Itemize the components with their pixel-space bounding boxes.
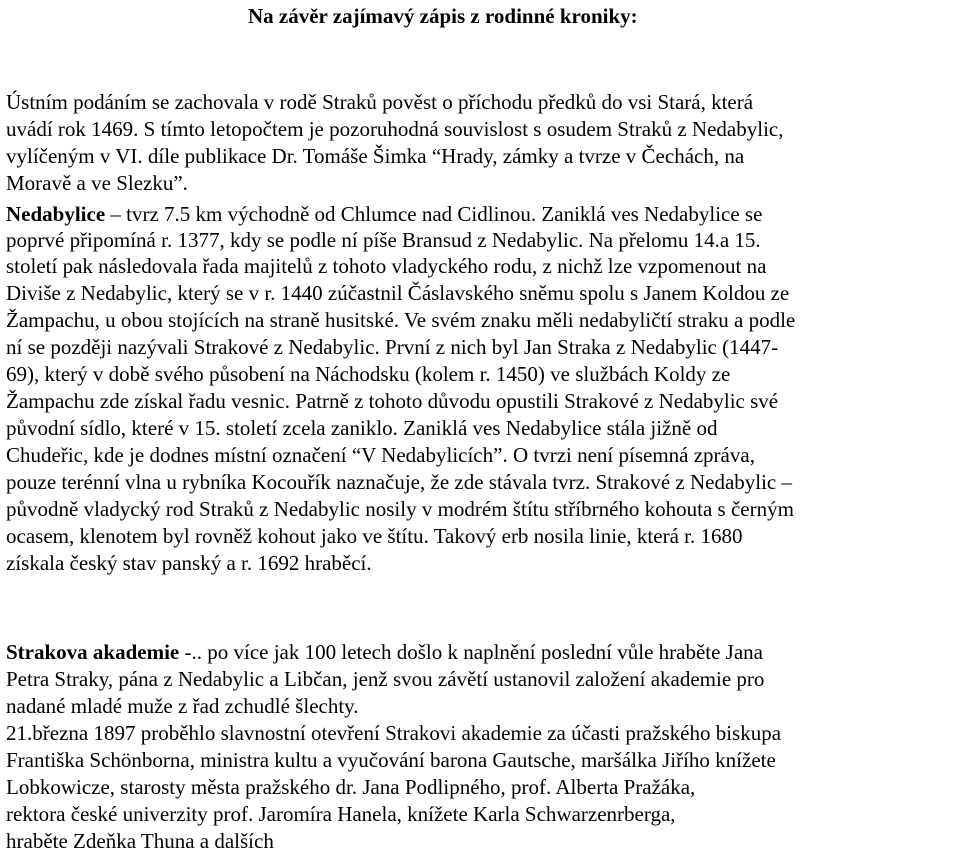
paragraph2-line-11: pouze terénní vlna u rybníka Kocouřík naznačuje, že zde stávala tvrz. Strakové z Nedabylic – [6,470,793,494]
paragraph3-line-8: hraběte Zdeňka Thuna a dalších [6,829,274,853]
paragraph3-line-3: nadané mladé muže z řad zchudlé šlechty. [6,694,359,718]
paragraph3-lead-heading: Strakova akademie [6,640,180,664]
paragraph1-line-2: uvádí rok 1469. S tímto letopočtem je pozoruhodná souvislost s osudem Straků z Nedabylic, [6,117,784,141]
paragraph2-line-2: poprvé připomíná r. 1377, kdy se podle ní píše Bransud z Nedabylic. Na přelomu 14.a 15. [6,228,761,252]
paragraph2-line-8: Žampachu zde získal řadu vesnic. Patrně z tohoto důvodu opustili Strakové z Nedabylic své [6,389,779,413]
paragraph3-lead-text: -.. po více jak 100 letech došlo k naplnění poslední vůle hraběte Jana [179,640,763,664]
paragraph3-line-2: Petra Straky, pána z Nedabylic a Libčan, jenž svou závětí ustanovil založení akademie pro [6,667,765,691]
paragraph3-line-4: 21.března 1897 proběhlo slavnostní otevření Strakovi akademie za účasti pražského biskupa [6,721,782,745]
paragraph2-line-6: ní se později nazývali Strakové z Nedabylic. První z nich byl Jan Straka z Nedabylic (1447- [6,335,779,359]
paragraph2-line-1 [6,201,762,227]
paragraph2-line-14: získala český stav panský a r. 1692 hraběcí. [6,551,372,575]
paragraph2-line-4: Diviše z Nedabylic, který se v r. 1440 zúčastnil Čáslavského sněmu spolu s Janem Koldou ze [6,281,790,305]
paragraph2-lead-heading: Nedabylice [6,202,106,226]
paragraph2-line-13: ocasem, klenotem byl rovněž kohout jako ve štítu. Takový erb nosila linie, která r. 1680 [6,524,743,548]
paragraph1-line-3: vylíčeným v VI. díle publikace Dr. Tomáše Šimka “Hrady, zámky a tvrze v Čechách, na [6,144,745,168]
paragraph3-line-1 [6,639,763,665]
paragraph3-line-6: Lobkowicze, starosty města pražského dr. Jana Podlipného, prof. Alberta Pražáka, [6,775,696,799]
paragraph2-line-7: 69), který v době svého působení na Náchodsku (kolem r. 1450) ve službách Koldy ze [6,362,731,386]
paragraph2-line-5: Žampachu, u obou stojících na straně husitské. Ve svém znaku měli nedabyličtí straku a podle [6,308,796,332]
paragraph1-line-4: Moravě a ve Slezku”. [6,171,188,195]
paragraph1-line-1: Ústním podáním se zachovala v rodě Straků pověst o příchodu předků do vsi Stará, která [6,90,754,114]
paragraph3-line-7: rektora české univerzity prof. Jaromíra Hanela, knížete Karla Schwarzenrberga, [6,802,676,826]
paragraph2-line-9: původní sídlo, které v 15. století zcela zaniklo. Zaniklá ves Nedabylice stála jižně od [6,416,718,440]
paragraph2-line-12: původně vladycký rod Straků z Nedabylic nosily v modrém štítu stříbrného kohouta s černým [6,497,794,521]
paragraph3-line-5: Františka Schönborna, ministra kultu a vyučování barona Gautsche, maršálka Jiřího knížete [6,748,776,772]
document-title: Na závěr zajímavý zápis z rodinné kroniky: [248,4,638,28]
paragraph2-lead-text: – tvrz 7.5 km východně od Chlumce nad Cidlinou. Zaniklá ves Nedabylice se [105,202,763,226]
paragraph2-line-10: Chudeřic, kde je dodnes místní označení “V Nedabylicích”. O tvrzi není písemná zpráva, [6,443,755,467]
paragraph2-line-3: století pak následovala řada majitelů z tohoto vladyckého rodu, z nichž lze vzpomenout na [6,254,767,278]
